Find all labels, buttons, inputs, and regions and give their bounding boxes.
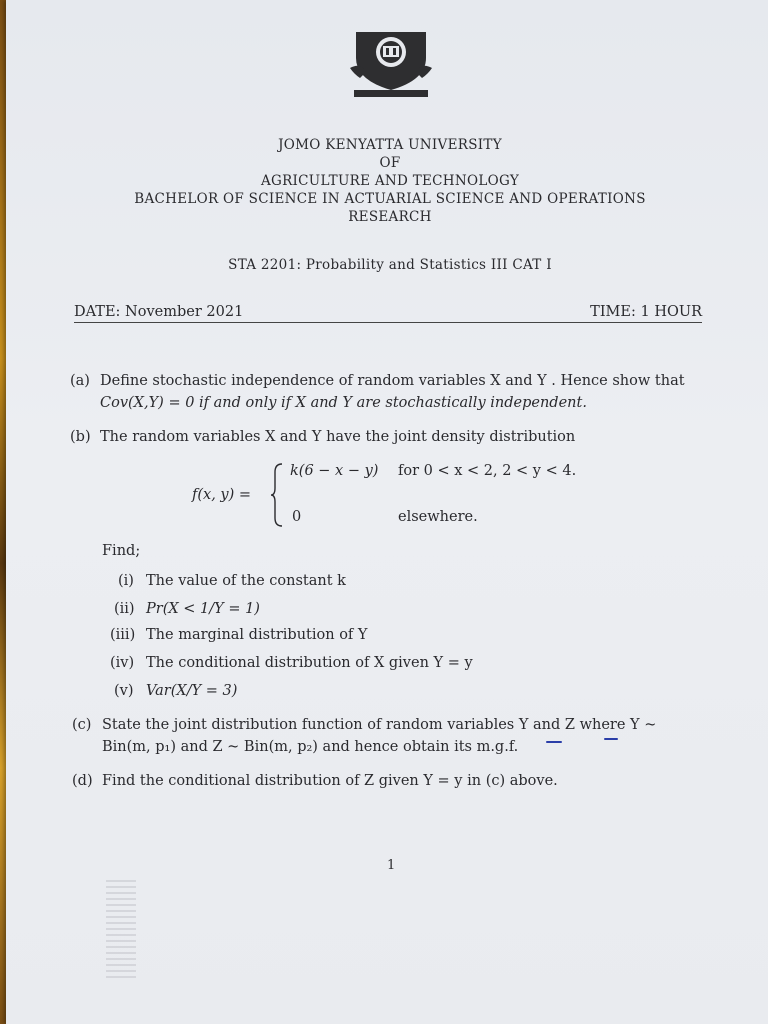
part-i-label: (i) xyxy=(118,573,134,589)
joint-density-function: f(x, y) = xyxy=(192,487,252,503)
exam-duration: TIME: 1 HOUR xyxy=(590,304,702,320)
university-name-line1: JOMO KENYATTA UNIVERSITY xyxy=(278,137,502,153)
part-v-label: (v) xyxy=(114,683,134,699)
case1-expression: k(6 − x − y) xyxy=(290,463,379,479)
university-crest-logo xyxy=(346,28,436,100)
university-name-line3: AGRICULTURE AND TECHNOLOGY xyxy=(260,173,520,189)
question-d-label: (d) xyxy=(72,773,93,789)
part-ii-text: Pr(X < 1/Y = 1) xyxy=(146,601,260,617)
question-c-line1: State the joint distribution function of random variables Y and Z where Y ~ xyxy=(102,717,657,733)
part-iii-text: The marginal distribution of Y xyxy=(146,627,368,643)
institution-heading xyxy=(6,136,768,226)
question-a-label: (a) xyxy=(70,373,90,389)
course-title: STA 2201: Probability and Statistics III CAT I xyxy=(228,257,552,273)
part-v-text: Var(X/Y = 3) xyxy=(146,683,238,699)
programme-line2: RESEARCH xyxy=(348,209,432,225)
case2-condition: elsewhere. xyxy=(398,509,478,525)
part-iii-label: (iii) xyxy=(110,627,136,643)
question-a-line2: Cov(X,Y) = 0 if and only if X and Y are stochastically independent. xyxy=(100,395,587,411)
question-c-line2: Bin(m, p₁) and Z ~ Bin(m, p₂) and hence obtain its m.g.f. xyxy=(102,739,519,755)
programme-line1: BACHELOR OF SCIENCE IN ACTUARIAL SCIENCE AND OPERATIONS xyxy=(134,191,646,207)
part-ii-label: (ii) xyxy=(114,601,135,617)
case2-expression: 0 xyxy=(292,509,302,525)
case1-condition: for 0 < x < 2, 2 < y < 4. xyxy=(398,463,577,479)
exam-date: DATE: November 2021 xyxy=(74,304,244,320)
university-name-line2: OF xyxy=(379,155,401,171)
pen-underline-mark xyxy=(604,738,618,740)
question-c-label: (c) xyxy=(72,717,92,733)
exam-paper xyxy=(6,0,768,1024)
question-d-line1: Find the conditional distribution of Z given Y = y in (c) above. xyxy=(102,773,558,789)
pen-underline-mark xyxy=(546,741,562,743)
part-iv-label: (iv) xyxy=(110,655,135,671)
date-time-line xyxy=(74,304,702,323)
question-a-line1: Define stochastic independence of random variables X and Y . Hence show that xyxy=(100,373,685,389)
paper-smudge xyxy=(106,880,136,980)
find-heading: Find; xyxy=(102,543,141,559)
question-b-line1: The random variables X and Y have the joint density distribution xyxy=(100,429,576,445)
page-number: 1 xyxy=(387,858,396,873)
part-iv-text: The conditional distribution of X given Y = y xyxy=(146,655,473,671)
piecewise-brace xyxy=(270,462,284,528)
question-b-label: (b) xyxy=(70,429,91,445)
part-i-text: The value of the constant k xyxy=(146,573,346,589)
